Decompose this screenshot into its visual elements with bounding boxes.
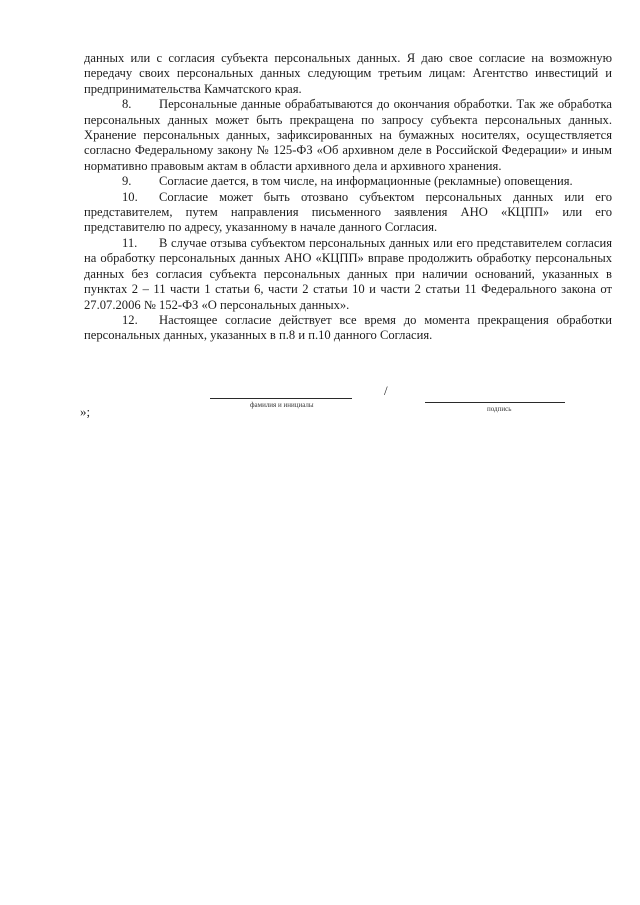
signature-area xyxy=(84,0,612,905)
name-line xyxy=(210,398,352,399)
signature-line xyxy=(425,402,565,403)
item-number: 9. xyxy=(122,174,132,189)
item-number: 12. xyxy=(122,312,138,327)
item-number: 11. xyxy=(122,235,138,250)
signature-slash: / xyxy=(384,383,388,398)
item-number: 8. xyxy=(122,97,132,112)
closing-quote: »; xyxy=(80,404,91,419)
name-caption: фамилия и инициалы xyxy=(250,401,314,409)
item-text: Настоящее согласие действует все время до момента прекращения обработки персональных данных, указанных в п.8 и п.10 данного Согласия. xyxy=(84,312,612,343)
signature-row xyxy=(84,383,612,423)
item-text: В случае отзыва субъектом персональных данных или его представителем согласия на обработку персональных данных АНО «КЦПП» вправе продолжить обработку персональных данных без согласия субъекта персональных данных при наличии оснований, указанных в пунктах 2 – 11 части 1 статьи 6, части 2 статьи 10 и части 2 статьи 11 Федерального закона от 27.07.2006 № 152-ФЗ «О персональных данных». xyxy=(84,235,612,312)
item-text: Согласие может быть отозвано субъектом персональных данных или его представителем, путем направления письменного заявления АНО «КЦПП» или его представителю по адресу, указанному в начале данного Согласия. xyxy=(84,189,612,235)
item-number: 10. xyxy=(122,189,138,204)
item-text: Персональные данные обрабатываются до окончания обработки. Так же обработка персональных данных может быть прекращена по запросу субъекта персональных данных. Хранение персональных данных, зафиксированных на бумажных носителях, осуществляется согласно Федеральному закону № 125-ФЗ «Об архивном деле в Российской Федерации» и иным нормативно правовым актам в области архивного дела и архивного хранения. xyxy=(84,97,612,173)
item-text: Согласие дается, в том числе, на информационные (рекламные) оповещения. xyxy=(159,174,573,189)
signature-caption: подпись xyxy=(487,405,512,413)
intro-paragraph: данных или с согласия субъекта персональных данных. Я даю свое согласие на возможную передачу своих персональных данных следующим третьим лицам: Агентство инвестиций и предпринимательства Камчатского края. xyxy=(84,51,612,96)
